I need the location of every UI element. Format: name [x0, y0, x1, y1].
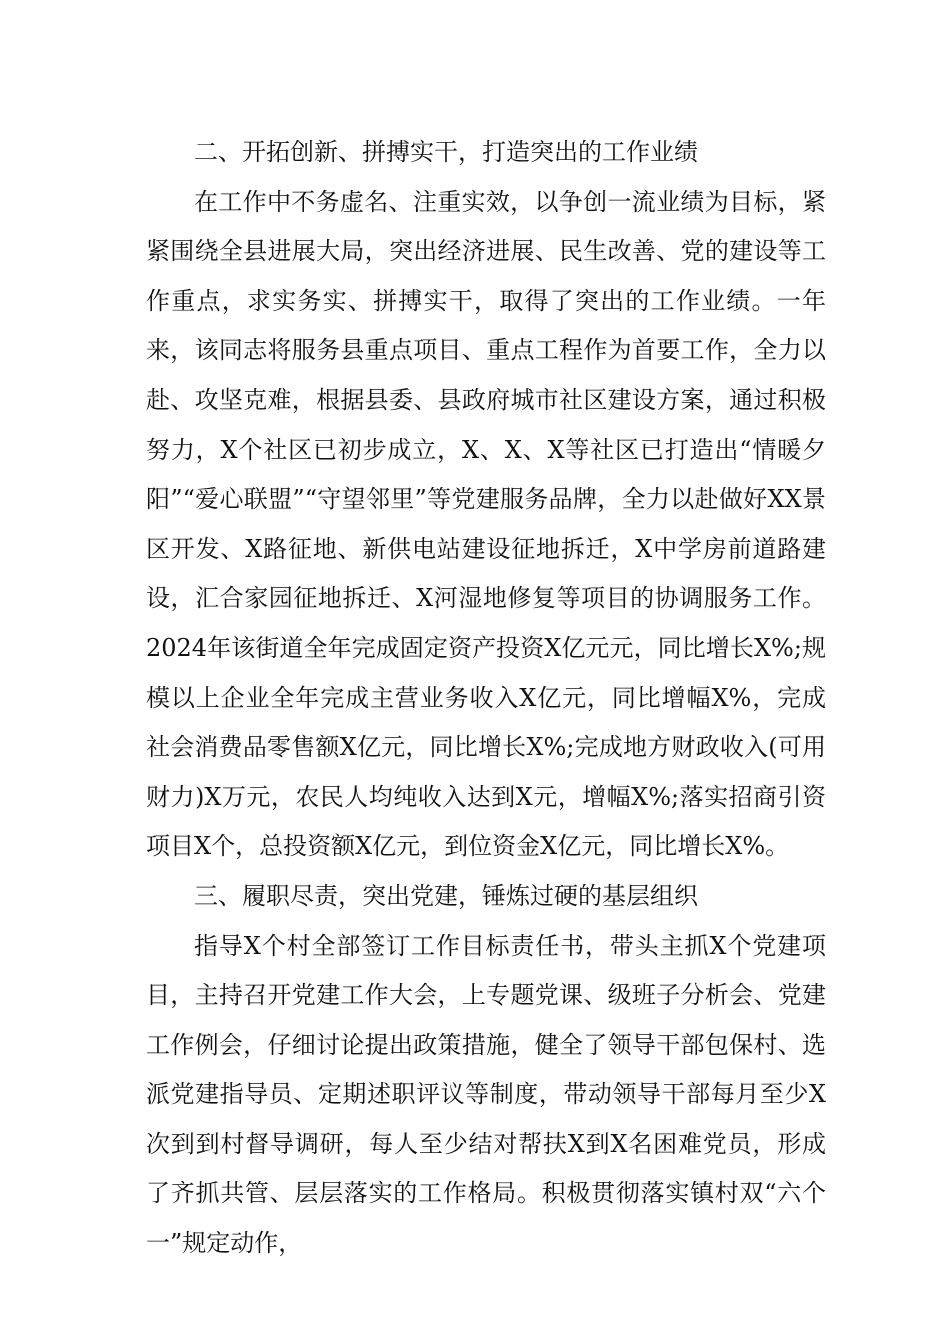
section-heading-3: 三、履职尽责，突出党建，锤炼过硬的基层组织 [194, 881, 698, 910]
document-body [146, 128, 826, 1269]
body-paragraph: 指导X个村全部签订工作目标责任书，带头主抓X个党建项目，主持召开党建工作大会，上专题党课、级班子分析会、党建工作例会，仔细讨论提出政策措施，健全了领导干部包保村、选派党建指导员、定期述职评议等制度，带动领导干部每月至少X次到到村督导调研，每人至少结对帮扶X到X名困难党员，形成了齐抓共管、层层落实的工作格局。积极贯彻落实镇村双“六个一”规定动作， [146, 931, 826, 1258]
section-heading-2: 二、开拓创新、拼搏实干，打造突出的工作业绩 [194, 138, 698, 166]
body-paragraph: 在工作中不务虚名、注重实效，以争创一流业绩为目标，紧紧围绕全县进展大局，突出经济进展、民生改善、党的建设等工作重点，求实务实、拼搏实干，取得了突出的工作业绩。一年来，该同志将服务县重点项目、重点工程作为首要工作，全力以赴、攻坚克难，根据县委、县政府城市社区建设方案，通过积极努力，X个社区已初步成立，X、X、X等社区已打造出“情暖夕阳”“爱心联盟”“守望邻里”等党建服务品牌，全力以赴做好XX景区开发、X路征地、新供电站建设征地拆迁，X中学房前道路建设，汇合家园征地拆迁、X河湿地修复等项目的协调服务工作。2024年该街道全年完成固定资产投资X亿元元，同比增长X%;规模以上企业全年完成主营业务收入X亿元，同比增幅X%，完成社会消费品零售额X亿元，同比增长X%;完成地方财政收入(可用财力)X万元，农民人均纯收入达到X元，增幅X%;落实招商引资项目X个，总投资额X亿元，到位资金X亿元，同比增长X%。 [146, 187, 826, 861]
